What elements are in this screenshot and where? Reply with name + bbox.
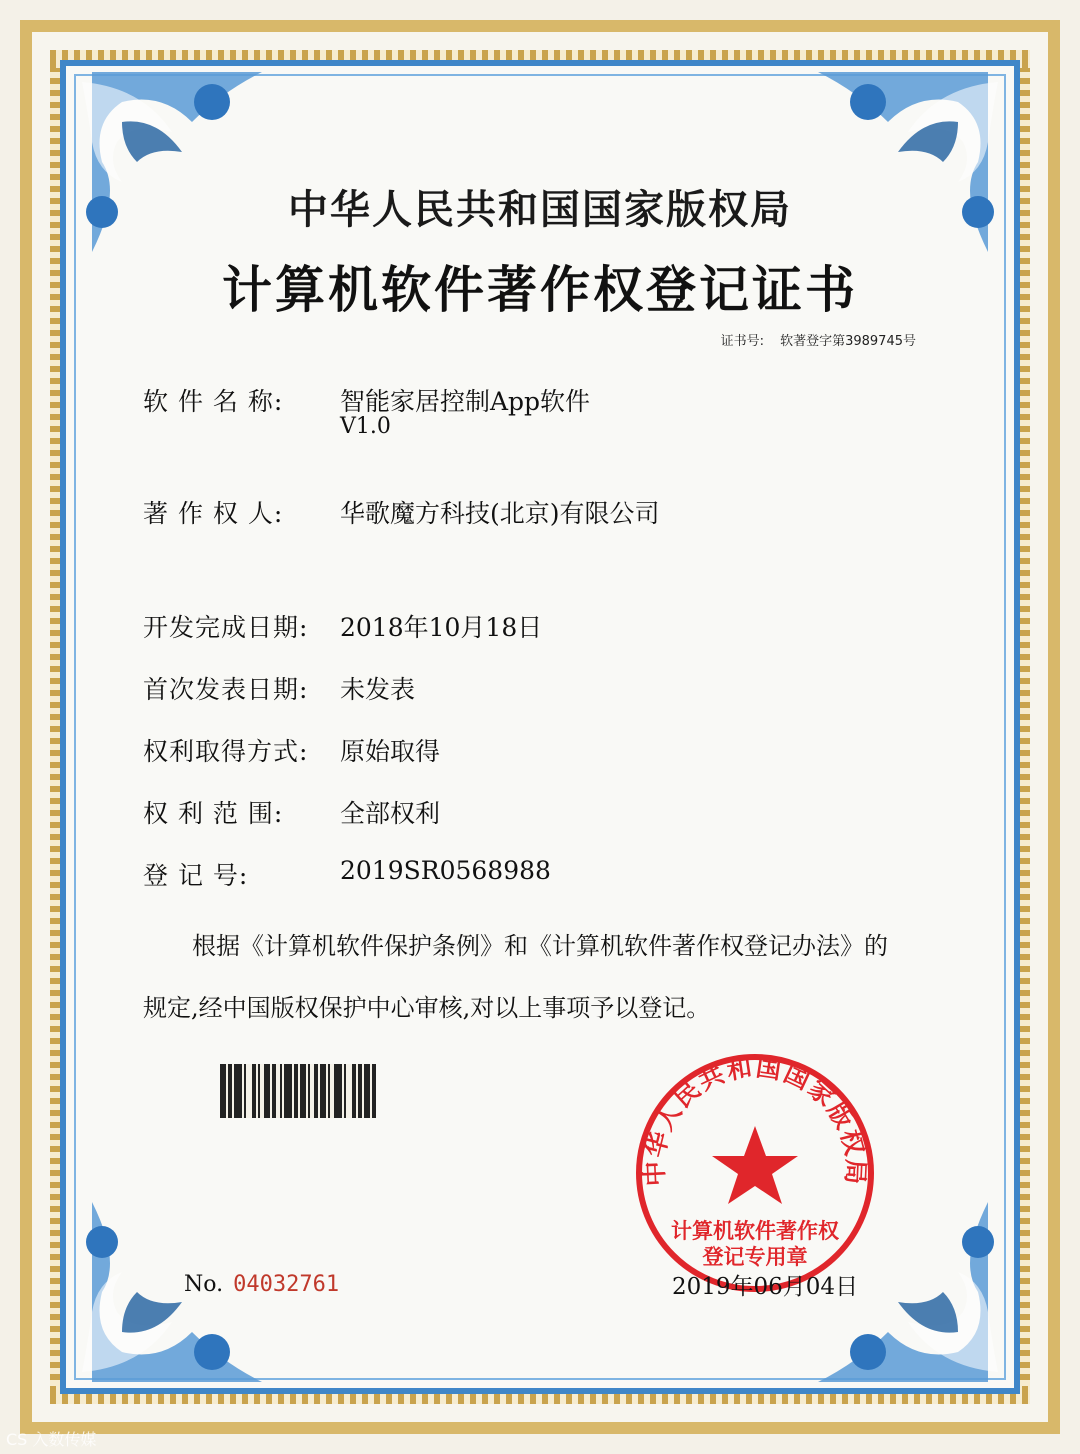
certificate-title: 计算机软件著作权登记证书 [222,260,858,319]
authority-title: 中华人民共和国国家版权局 [288,186,792,233]
barcode-image [220,1064,376,1118]
registration-value: 2019SR0568988 [340,856,551,885]
software-name-value: 智能家居控制App软件 [340,387,591,416]
scope-value: 全部权利 [340,799,441,828]
svg-text:中华人民共和国国家版权局: 中华人民共和国国家版权局 [639,1052,871,1187]
registration-label: 登 记 号: [143,861,249,890]
serial-value: 04032761 [233,1272,340,1297]
acquisition-label: 权利取得方式: [143,737,309,766]
statement-line-1: 根据《计算机软件保护条例》和《计算机软件著作权登记办法》的 [192,932,888,960]
serial-number [184,1272,339,1297]
official-seal-image [630,1048,880,1298]
statement-line-2: 规定,经中国版权保护中心审核,对以上事项予以登记。 [143,994,711,1022]
certificate-number [721,330,916,349]
svg-text:登记专用章: 登记专用章 [702,1245,808,1269]
certificate-number-label: 证书号: [720,334,764,349]
copyright-owner-value: 华歌魔方科技(北京)有限公司 [340,499,660,528]
software-name-label: 软 件 名 称: [143,387,284,416]
completion-date-value: 2018年10月18日 [340,613,543,642]
watermark-text: CS 入数传媒 [6,1430,97,1449]
issue-date: 2019年06月04日 [672,1274,859,1300]
scope-label: 权 利 范 围: [143,799,284,828]
svg-text:计算机软件著作权: 计算机软件著作权 [671,1219,839,1243]
completion-date-label: 开发完成日期: [143,613,309,642]
acquisition-value: 原始取得 [340,737,441,766]
certificate-number-value: 软著登字第3989745号 [780,334,916,349]
serial-prefix: No. [184,1272,224,1297]
copyright-owner-label: 著 作 权 人: [143,499,284,528]
star-icon [712,1126,798,1204]
first-publish-label: 首次发表日期: [143,675,309,704]
software-version-value: V1.0 [340,414,391,439]
first-publish-value: 未发表 [340,675,416,704]
